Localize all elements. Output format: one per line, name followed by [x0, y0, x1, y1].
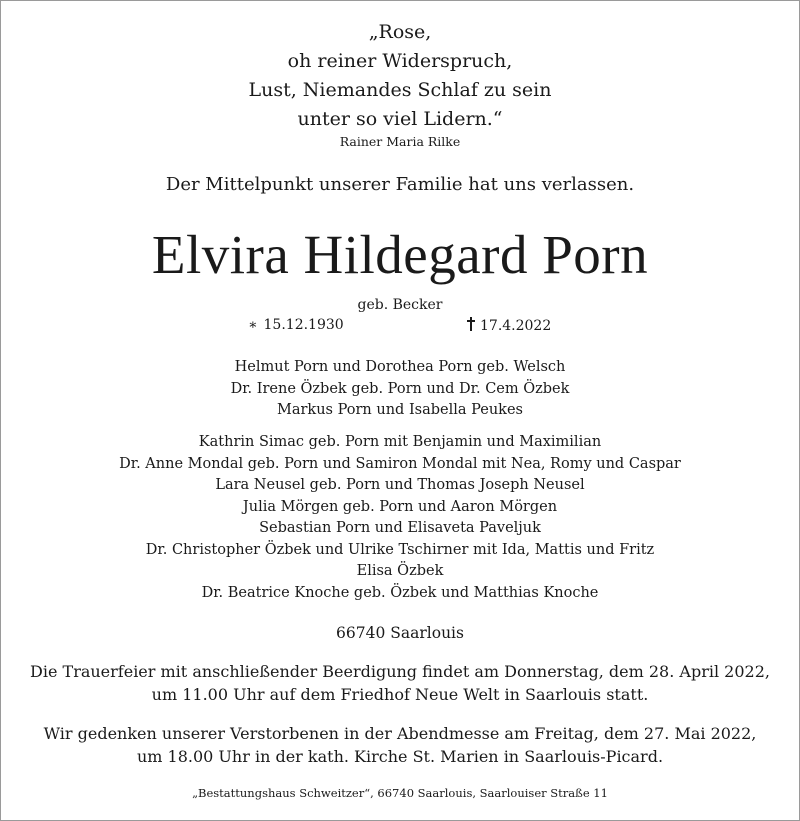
family-member: Dr. Beatrice Knoche geb. Özbek und Matthias Knoche [201, 585, 599, 601]
family-member: Markus Porn und Isabella Peukes [277, 402, 523, 418]
birth-name: geb. Becker [357, 297, 443, 313]
family-member: Dr. Irene Özbek geb. Porn und Dr. Cem Özbek [230, 381, 570, 397]
star-icon: ∗ [248, 317, 258, 333]
family-member: Lara Neusel geb. Porn und Thomas Joseph Neusel [215, 477, 585, 493]
death-date-value: 17.4.2022 [480, 318, 552, 334]
mass-notice: Wir gedenken unserer Verstorbenen in der Abendmesse am Freitag, dem 27. Mai 2022, [43, 724, 757, 743]
funeral-notice: um 11.00 Uhr auf dem Friedhof Neue Welt in Saarlouis statt. [151, 685, 649, 704]
birth-date-value: 15.12.1930 [263, 317, 344, 333]
birth-date [248, 317, 344, 333]
death-date [467, 317, 551, 334]
poem-author: Rainer Maria Rilke [339, 134, 461, 149]
poem-line: unter so viel Lidern.“ [297, 108, 503, 130]
family-member: Elisa Özbek [356, 563, 444, 579]
intro-text: Der Mittelpunkt unserer Familie hat uns verlassen. [165, 174, 635, 195]
deceased-name: Elvira Hildegard Porn [151, 224, 649, 285]
funeral-notice: Die Trauerfeier mit anschließender Beerdigung findet am Donnerstag, dem 28. April 2022, [30, 662, 770, 681]
family-member: Kathrin Simac geb. Porn mit Benjamin und Maximilian [198, 434, 602, 450]
family-member: Julia Mörgen geb. Porn und Aaron Mörgen [242, 499, 558, 515]
family-member: Sebastian Porn und Elisaveta Paveljuk [259, 520, 541, 536]
city: 66740 Saarlouis [336, 624, 464, 642]
poem-line: „Rose, [368, 21, 432, 43]
mass-notice: um 18.00 Uhr in der kath. Kirche St. Marien in Saarlouis-Picard. [136, 747, 664, 766]
family-member: Dr. Anne Mondal geb. Porn und Samiron Mondal mit Nea, Romy und Caspar [119, 456, 681, 472]
family-member: Dr. Christopher Özbek und Ulrike Tschirner mit Ida, Mattis und Fritz [145, 542, 655, 558]
cross-icon [467, 317, 475, 331]
poem-line: oh reiner Widerspruch, [287, 50, 513, 72]
funeral-home: „Bestattungshaus Schweitzer“, 66740 Saarlouis, Saarlouiser Straße 11 [192, 786, 608, 800]
family-member: Helmut Porn und Dorothea Porn geb. Welsch [234, 359, 566, 375]
poem-line: Lust, Niemandes Schlaf zu sein [248, 79, 552, 101]
